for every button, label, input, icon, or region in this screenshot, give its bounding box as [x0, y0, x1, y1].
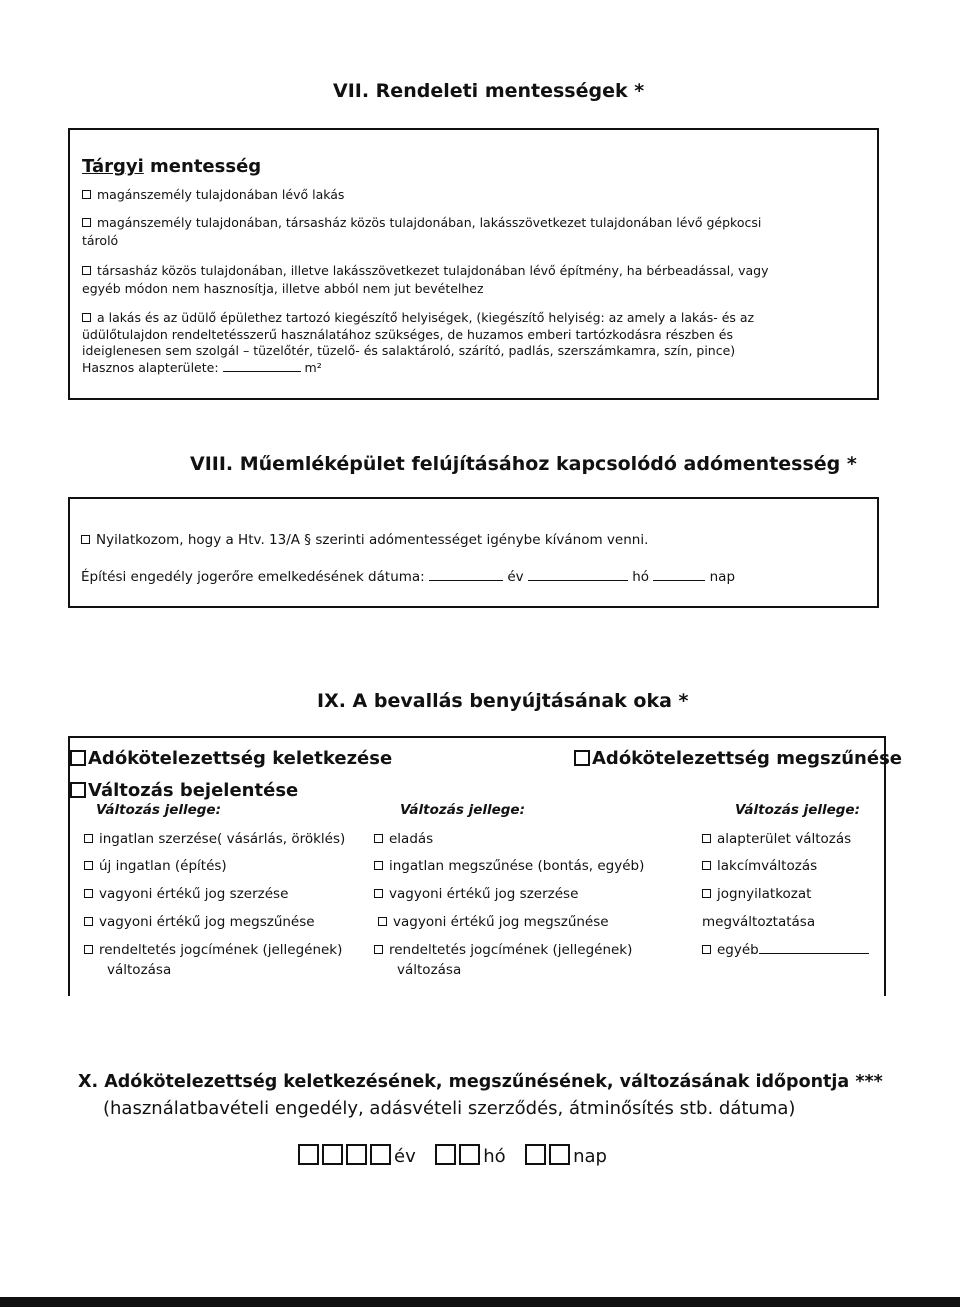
checkbox-icon[interactable] [82, 190, 91, 199]
permit-date-label: Építési engedély jogerőre emelkedésének dátuma: [81, 569, 425, 585]
option-start[interactable] [70, 748, 392, 769]
section9-box [68, 736, 902, 996]
section9-title: IX. A bevallás benyújtásának oka * [317, 690, 689, 712]
col3-item[interactable] [702, 858, 817, 874]
area-input-line[interactable] [223, 360, 301, 372]
date-day-label: nap [573, 1146, 607, 1167]
section8-title: VIII. Műemléképület felújításához kapcsolódó adómentesség * [190, 453, 857, 475]
col1-item-label: ingatlan szerzése( vásárlás, öröklés) [99, 831, 346, 847]
year-digit-box[interactable] [370, 1144, 391, 1165]
checkbox-icon[interactable] [702, 945, 711, 954]
declaration-label: Nyilatkozom, hogy a Htv. 13/A § szerinti adómentességet igénybe kívánom venni. [96, 532, 649, 548]
checkbox-icon[interactable] [70, 782, 86, 798]
option-end-label: Adókötelezettség megszűnése [592, 748, 902, 769]
col2-item-label: eladás [389, 831, 434, 847]
option-start-label: Adókötelezettség keletkezése [88, 748, 393, 769]
col1-item[interactable] [84, 831, 345, 847]
section10-subtitle: (használatbavételi engedély, adásvételi szerződés, átminősítés stb. dátuma) [103, 1098, 796, 1119]
col3-item-label: jognyilatkozat [717, 886, 812, 902]
day-digit-box[interactable] [549, 1144, 570, 1165]
month-label: hó [632, 569, 650, 585]
checkbox-icon[interactable] [702, 861, 711, 870]
year-digit-box[interactable] [346, 1144, 367, 1165]
col1-item-label: rendeltetés jogcímének (jellegének) [99, 942, 343, 958]
permit-month-input[interactable] [528, 569, 628, 581]
checkbox-icon[interactable] [374, 889, 383, 898]
exemption-item-4-label: a lakás és az üdülő épülethez tartozó kiegészítő helyiségek, (kiegészítő helyiség: az amely a lakás- és az [97, 310, 755, 325]
subtitle-rest: mentesség [143, 156, 262, 177]
col2-item[interactable] [378, 914, 609, 930]
col1-item[interactable] [84, 886, 288, 902]
col1-item[interactable] [84, 942, 342, 958]
checkbox-icon[interactable] [82, 313, 91, 322]
scan-edge-bar [0, 1297, 960, 1307]
col2-item[interactable] [374, 942, 632, 958]
col3-item-other-label: egyéb [717, 942, 759, 958]
permit-year-input[interactable] [429, 569, 503, 581]
exemption-item-2-label: magánszemély tulajdonában, társasház közös tulajdonában, lakásszövetkezet tulajdonában lévő gépkocsi [97, 215, 762, 230]
checkbox-icon[interactable] [374, 945, 383, 954]
exemption-item-4-cont2: ideiglenesen sem szolgál – tüzelőtér, tüzelő- és salaktároló, szárító, padlás, szerszámkamra, szín, pince) [82, 343, 736, 358]
col1-header: Változás jellege: [96, 802, 221, 818]
col2-item[interactable] [374, 858, 644, 874]
col1-item[interactable] [84, 858, 227, 874]
exemption-item-4[interactable] [82, 310, 877, 376]
date-month-label: hó [483, 1146, 506, 1167]
exemption-item-1[interactable] [82, 186, 344, 204]
option-end[interactable] [574, 748, 902, 769]
col3-header: Változás jellege: [735, 802, 860, 818]
exemption-item-3-cont: egyéb módon nem hasznosítja, illetve abból nem jut bevételhez [82, 281, 484, 296]
checkbox-icon[interactable] [81, 535, 90, 544]
date-boxes [298, 1144, 607, 1167]
other-input-line[interactable] [759, 942, 869, 954]
col1-item[interactable] [84, 914, 315, 930]
section7-box [68, 128, 879, 400]
section7-subtitle [82, 156, 261, 177]
exemption-item-2[interactable] [82, 214, 872, 250]
checkbox-icon[interactable] [378, 917, 387, 926]
checkbox-icon[interactable] [84, 861, 93, 870]
col2-item-label: vagyoni értékű jog megszűnése [393, 914, 609, 930]
col3-item-other[interactable] [702, 942, 869, 958]
year-digit-box[interactable] [322, 1144, 343, 1165]
checkbox-icon[interactable] [84, 945, 93, 954]
col2-item-cont: változása [397, 962, 462, 978]
checkbox-icon[interactable] [84, 834, 93, 843]
checkbox-icon[interactable] [82, 218, 91, 227]
option-change-label: Változás bejelentése [88, 780, 299, 801]
col3-item-label: lakcímváltozás [717, 858, 818, 874]
section10-title: X. Adókötelezettség keletkezésének, megszűnésének, változásának időpontja *** [78, 1072, 883, 1092]
checkbox-icon[interactable] [702, 889, 711, 898]
day-label: nap [709, 569, 736, 585]
checkbox-icon[interactable] [84, 889, 93, 898]
col2-item[interactable] [374, 886, 578, 902]
col3-item-label: alapterület változás [717, 831, 852, 847]
permit-day-input[interactable] [653, 569, 705, 581]
exemption-item-2-cont: tároló [82, 233, 119, 248]
exemption-item-1-label: magánszemély tulajdonában lévő lakás [97, 187, 345, 202]
date-year-label: év [394, 1146, 416, 1167]
exemption-item-4-cont1: üdülőtulajdon rendeltetésszerű használatához szükséges, de huzamos emberi tartózkodásra részben és [82, 326, 733, 342]
checkbox-icon[interactable] [574, 750, 590, 766]
col2-item[interactable] [374, 831, 433, 847]
col3-item[interactable] [702, 831, 851, 847]
col1-item-label: vagyoni értékű jog szerzése [99, 886, 289, 902]
col2-header: Változás jellege: [400, 802, 525, 818]
month-digit-box[interactable] [435, 1144, 456, 1165]
year-label: év [507, 569, 524, 585]
checkbox-icon[interactable] [374, 861, 383, 870]
year-digit-box[interactable] [298, 1144, 319, 1165]
col2-item-label: vagyoni értékű jog szerzése [389, 886, 579, 902]
checkbox-icon[interactable] [70, 750, 86, 766]
col1-item-cont: változása [107, 962, 172, 978]
option-change[interactable] [70, 780, 298, 801]
col1-item-label: vagyoni értékű jog megszűnése [99, 914, 315, 930]
checkbox-icon[interactable] [82, 266, 91, 275]
col3-item[interactable] [702, 886, 811, 902]
month-digit-box[interactable] [459, 1144, 480, 1165]
col3-item-plain: megváltoztatása [702, 914, 816, 930]
col2-item-label: ingatlan megszűnése (bontás, egyéb) [389, 858, 645, 874]
permit-date-row [81, 569, 735, 585]
section8-box [68, 497, 879, 608]
section7-title: VII. Rendeleti mentességek * [333, 80, 645, 102]
declaration-item[interactable] [81, 532, 648, 548]
checkbox-icon[interactable] [702, 834, 711, 843]
area-label: Hasznos alapterülete: [82, 359, 219, 375]
checkbox-icon[interactable] [84, 917, 93, 926]
exemption-item-3[interactable] [82, 262, 872, 298]
day-digit-box[interactable] [525, 1144, 546, 1165]
checkbox-icon[interactable] [374, 834, 383, 843]
exemption-item-3-label: társasház közös tulajdonában, illetve lakásszövetkezet tulajdonában lévő építmény, ha bérbeadással, vagy [97, 263, 769, 278]
col1-item-label: új ingatlan (építés) [99, 858, 227, 874]
col2-item-label: rendeltetés jogcímének (jellegének) [389, 942, 633, 958]
area-unit: m² [304, 359, 322, 375]
subtitle-underlined: Tárgyi [82, 156, 144, 177]
